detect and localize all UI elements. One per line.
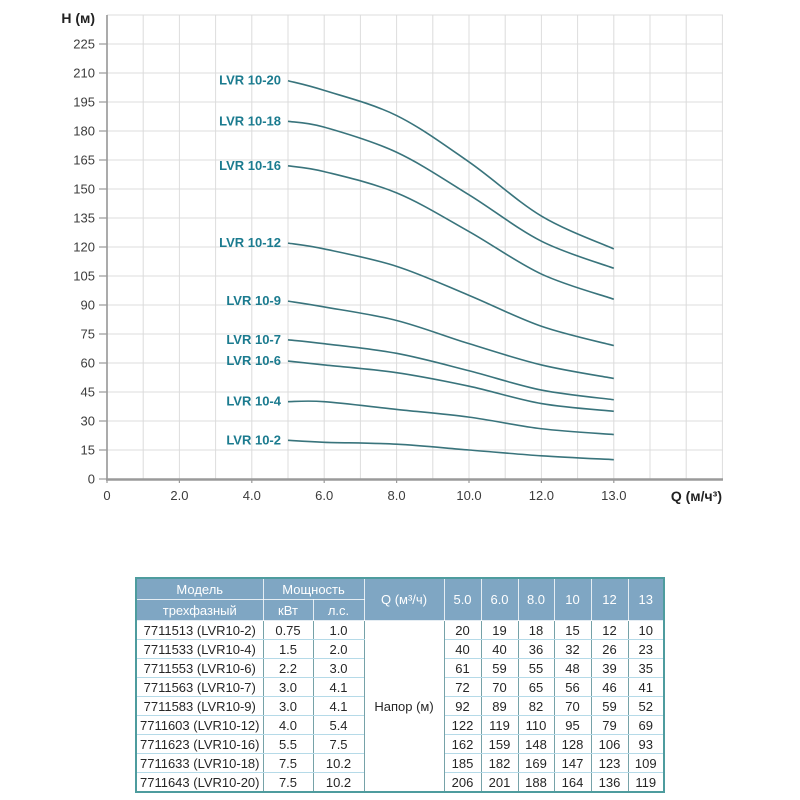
model-cell: 7711533 (LVR10-4)	[136, 640, 263, 659]
curve-label-lvr-10-6: LVR 10-6	[226, 353, 281, 369]
hp-cell: 5.4	[313, 716, 364, 735]
curve-label-lvr-10-7: LVR 10-7	[226, 331, 281, 347]
kw-cell: 7.5	[263, 773, 313, 793]
col-header-q: Q (м³/ч)	[364, 578, 444, 621]
hp-cell: 4.1	[313, 697, 364, 716]
head-value-cell: 106	[591, 735, 628, 754]
head-value-cell: 206	[444, 773, 481, 793]
y-tick-label: 210	[73, 65, 95, 81]
x-tick-label: 4.0	[242, 488, 261, 503]
head-value-cell: 89	[481, 697, 518, 716]
model-cell: 7711553 (LVR10-6)	[136, 659, 263, 678]
curve-label-lvr-10-20: LVR 10-20	[219, 72, 281, 88]
head-value-cell: 185	[444, 754, 481, 773]
x-tick-label: 6.0	[315, 488, 334, 503]
head-value-cell: 40	[481, 640, 518, 659]
pump-data-table	[135, 577, 665, 793]
head-value-cell: 10	[628, 621, 664, 640]
head-value-cell: 23	[628, 640, 664, 659]
head-value-cell: 56	[554, 678, 591, 697]
head-value-cell: 20	[444, 621, 481, 640]
curve-label-lvr-10-18: LVR 10-18	[219, 113, 281, 129]
kw-cell: 0.75	[263, 621, 313, 640]
x-axis-title: Q (м/ч³)	[670, 488, 722, 504]
curve-lvr-10-18	[288, 121, 614, 268]
head-value-cell: 148	[518, 735, 554, 754]
model-cell: 7711603 (LVR10-12)	[136, 716, 263, 735]
curve-label-lvr-10-9: LVR 10-9	[226, 293, 281, 309]
head-value-cell: 123	[591, 754, 628, 773]
head-value-cell: 147	[554, 754, 591, 773]
y-tick-label: 60	[80, 355, 95, 371]
y-tick-label: 45	[80, 384, 95, 400]
curve-label-lvr-10-4: LVR 10-4	[226, 393, 281, 409]
head-value-cell: 128	[554, 735, 591, 754]
col-header-flow-8: 8.0	[518, 578, 554, 621]
y-tick-label: 120	[73, 239, 95, 255]
kw-cell: 1.5	[263, 640, 313, 659]
head-value-cell: 52	[628, 697, 664, 716]
table-row	[136, 621, 664, 640]
head-value-cell: 32	[554, 640, 591, 659]
head-value-cell: 65	[518, 678, 554, 697]
head-value-cell: 201	[481, 773, 518, 793]
head-value-cell: 95	[554, 716, 591, 735]
y-tick-label: 0	[87, 471, 95, 487]
head-value-cell: 12	[591, 621, 628, 640]
head-value-cell: 72	[444, 678, 481, 697]
kw-cell: 5.5	[263, 735, 313, 754]
curve-label-lvr-10-2: LVR 10-2	[226, 432, 281, 448]
y-tick-label: 150	[73, 181, 95, 197]
model-cell: 7711643 (LVR10-20)	[136, 773, 263, 793]
col-header-model-phase: трехфазный	[136, 600, 263, 621]
model-cell: 7711513 (LVR10-2)	[136, 621, 263, 640]
model-cell: 7711583 (LVR10-9)	[136, 697, 263, 716]
head-value-cell: 159	[481, 735, 518, 754]
head-value-cell: 70	[481, 678, 518, 697]
x-tick-label: 10.0	[456, 488, 482, 503]
y-tick-label: 225	[73, 36, 95, 52]
head-value-cell: 35	[628, 659, 664, 678]
curve-lvr-10-20	[288, 81, 614, 249]
col-header-flow-6: 6.0	[481, 578, 518, 621]
head-value-cell: 136	[591, 773, 628, 793]
head-value-cell: 119	[628, 773, 664, 793]
col-header-kw: кВт	[263, 600, 313, 621]
kw-cell: 7.5	[263, 754, 313, 773]
kw-cell: 3.0	[263, 697, 313, 716]
head-value-cell: 92	[444, 697, 481, 716]
head-value-cell: 110	[518, 716, 554, 735]
head-value-cell: 119	[481, 716, 518, 735]
head-value-cell: 69	[628, 716, 664, 735]
head-value-cell: 55	[518, 659, 554, 678]
x-tick-label: 13.0	[601, 488, 627, 503]
y-tick-label: 15	[80, 442, 95, 458]
table-body	[136, 621, 664, 793]
head-value-cell: 59	[591, 697, 628, 716]
col-header-flow-12: 12	[591, 578, 628, 621]
head-value-cell: 39	[591, 659, 628, 678]
kw-cell: 4.0	[263, 716, 313, 735]
curve-lvr-10-12	[288, 243, 614, 345]
col-header-flow-13: 13	[628, 578, 664, 621]
y-tick-label: 30	[80, 413, 95, 429]
y-tick-label: 165	[73, 152, 95, 168]
head-value-cell: 19	[481, 621, 518, 640]
y-tick-label: 135	[73, 210, 95, 226]
head-value-cell: 93	[628, 735, 664, 754]
col-header-power: Мощность	[263, 578, 364, 600]
col-header-model: Модель	[136, 578, 263, 600]
head-value-cell: 162	[444, 735, 481, 754]
head-value-cell: 46	[591, 678, 628, 697]
table-header	[136, 578, 664, 621]
head-value-cell: 40	[444, 640, 481, 659]
curve-lvr-10-6	[288, 361, 614, 411]
y-axis-title: H (м)	[61, 10, 95, 26]
head-value-cell: 61	[444, 659, 481, 678]
y-tick-label: 195	[73, 94, 95, 110]
head-value-cell: 36	[518, 640, 554, 659]
head-value-cell: 82	[518, 697, 554, 716]
head-value-cell: 79	[591, 716, 628, 735]
curve-label-lvr-10-12: LVR 10-12	[219, 235, 281, 251]
hp-cell: 1.0	[313, 621, 364, 640]
head-value-cell: 41	[628, 678, 664, 697]
head-value-cell: 122	[444, 716, 481, 735]
model-cell: 7711563 (LVR10-7)	[136, 678, 263, 697]
kw-cell: 3.0	[263, 678, 313, 697]
col-header-flow-10: 10	[554, 578, 591, 621]
head-value-cell: 70	[554, 697, 591, 716]
kw-cell: 2.2	[263, 659, 313, 678]
hp-cell: 3.0	[313, 659, 364, 678]
head-value-cell: 15	[554, 621, 591, 640]
head-value-cell: 182	[481, 754, 518, 773]
model-cell: 7711623 (LVR10-16)	[136, 735, 263, 754]
head-value-cell: 169	[518, 754, 554, 773]
hp-cell: 10.2	[313, 773, 364, 793]
x-tick-label: 8.0	[387, 488, 406, 503]
head-value-cell: 59	[481, 659, 518, 678]
hp-cell: 4.1	[313, 678, 364, 697]
col-header-hp: л.с.	[313, 600, 364, 621]
head-value-cell: 18	[518, 621, 554, 640]
hp-cell: 10.2	[313, 754, 364, 773]
head-value-cell: 109	[628, 754, 664, 773]
y-tick-label: 90	[80, 297, 95, 313]
x-tick-label: 0	[103, 488, 111, 503]
model-cell: 7711633 (LVR10-18)	[136, 754, 263, 773]
napor-cell: Напор (м)	[364, 621, 444, 793]
curve-label-lvr-10-16: LVR 10-16	[219, 157, 281, 173]
y-tick-label: 75	[80, 326, 95, 342]
curve-lvr-10-16	[288, 166, 614, 299]
y-tick-label: 105	[73, 268, 95, 284]
hp-cell: 7.5	[313, 735, 364, 754]
y-tick-label: 180	[73, 123, 95, 139]
x-tick-label: 2.0	[170, 488, 189, 503]
col-header-flow-5: 5.0	[444, 578, 481, 621]
head-value-cell: 188	[518, 773, 554, 793]
x-tick-label: 12.0	[528, 488, 555, 503]
hp-cell: 2.0	[313, 640, 364, 659]
head-value-cell: 48	[554, 659, 591, 678]
head-value-cell: 26	[591, 640, 628, 659]
head-value-cell: 164	[554, 773, 591, 793]
